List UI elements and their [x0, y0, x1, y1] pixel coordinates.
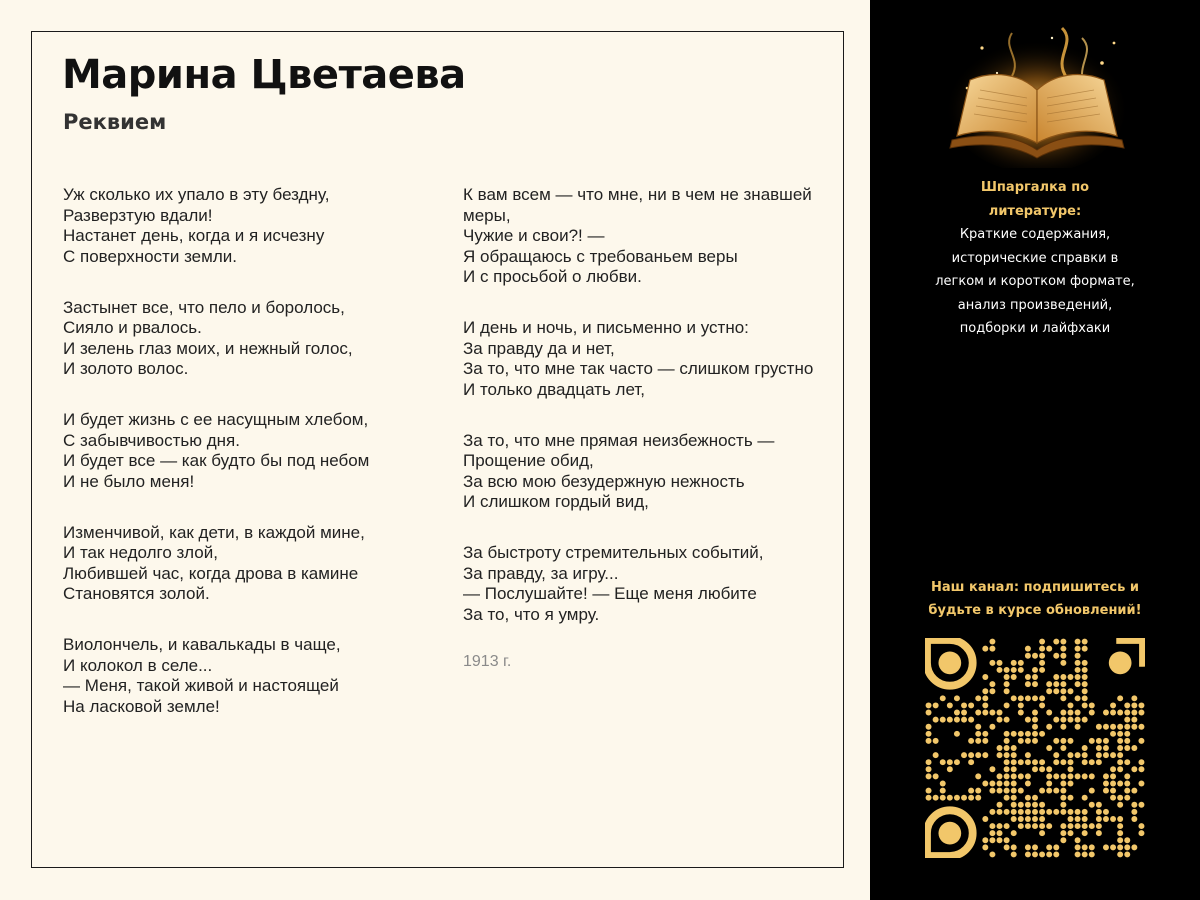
poem-line: Виолончель, и кавалькады в чаще,: [63, 635, 341, 654]
poem-line: Уж сколько их упало в эту бездну,: [63, 185, 330, 204]
poem-line: И будет все — как будто бы под небом: [63, 451, 370, 470]
poem-line: И день и ночь, и письменно и устно:: [463, 318, 749, 337]
stanza: [463, 431, 823, 513]
poem-line: И будет жизнь с ее насущным хлебом,: [63, 410, 369, 429]
poem-line: За то, что мне так часто — слишком грустно: [463, 359, 814, 378]
poem-line: Чужие и свои?! —: [463, 226, 605, 245]
poem-line: За всю мою безудержную нежность: [463, 471, 745, 491]
stanza: [63, 298, 448, 380]
poem-line: С забывчивостью дня.: [63, 430, 240, 450]
qr-code-icon[interactable]: [925, 638, 1145, 858]
sidebar-heading: Шпаргалка по литературе:: [980, 180, 1090, 219]
poem-line: Застынет все, что пело и боролось,: [63, 297, 345, 317]
poem-line: И не было меня!: [63, 471, 195, 491]
poem-line: За правду да и нет,: [463, 338, 615, 358]
stanza: [463, 185, 823, 288]
poem-line: С поверхности земли.: [63, 246, 237, 266]
poem-line: — Послушайте! — Еще меня любите: [463, 584, 757, 603]
poem-line: Прощение обид,: [463, 451, 594, 470]
poem-line: За то, что мне прямая неизбежность —: [463, 430, 775, 450]
poem-line: Я обращаюсь с требованьем веры: [463, 246, 738, 266]
poem-year: 1913 г.: [463, 652, 512, 670]
poem-line: На ласковой земле!: [63, 696, 220, 716]
sidebar-description: Краткие содержания, исторические справки в легком и коротком формате, анализ произведений, подборки и лайфхаки: [935, 227, 1135, 336]
poem-column-left: [63, 185, 448, 748]
stanza: [463, 543, 823, 625]
poem-line: Сияло и рвалось.: [63, 318, 202, 337]
poem-line: И золото волос.: [63, 359, 189, 378]
poem-line: — Меня, такой живой и настоящей: [63, 676, 339, 695]
poem-line: И зелень глаз моих, и нежный голос,: [63, 338, 353, 358]
sidebar: [870, 0, 1200, 900]
poem-title: Реквием: [63, 110, 167, 134]
poem-line: Изменчивой, как дети, в каждой мине,: [63, 522, 365, 542]
poem-line: За то, что я умру.: [463, 604, 600, 624]
poem-line: И слишком гордый вид,: [463, 492, 649, 511]
poem-line: Любившей час, когда дрова в камине: [63, 563, 359, 583]
sidebar-description-block: [935, 176, 1135, 341]
stanza: [463, 318, 823, 400]
poem-line: К вам всем — что мне, ни в чем не знавшей меры,: [463, 185, 812, 225]
poem-line: Становятся золой.: [63, 584, 210, 603]
stanza: [63, 635, 448, 717]
poem-line: За быстроту стремительных событий,: [463, 543, 764, 562]
stanza: [63, 185, 448, 267]
poem-column-right: [463, 185, 823, 672]
poem-line: И колокол в селе...: [63, 655, 213, 675]
channel-cta: Наш канал: подпишитесь и будьте в курсе обновлений!: [928, 580, 1142, 618]
poem-line: За правду, за игру...: [463, 563, 619, 583]
poem-line: И так недолго злой,: [63, 543, 218, 562]
stanza: [63, 523, 448, 605]
poem-line: Разверзтую вдали!: [63, 205, 213, 225]
poem-author: Марина Цветаева: [62, 52, 466, 98]
poem-line: И только двадцать лет,: [463, 379, 645, 399]
poem-line: Настанет день, когда и я исчезну: [63, 226, 325, 245]
poem-line: И с просьбой о любви.: [463, 267, 642, 286]
stanza: [63, 410, 448, 492]
open-book-icon: [942, 18, 1132, 168]
